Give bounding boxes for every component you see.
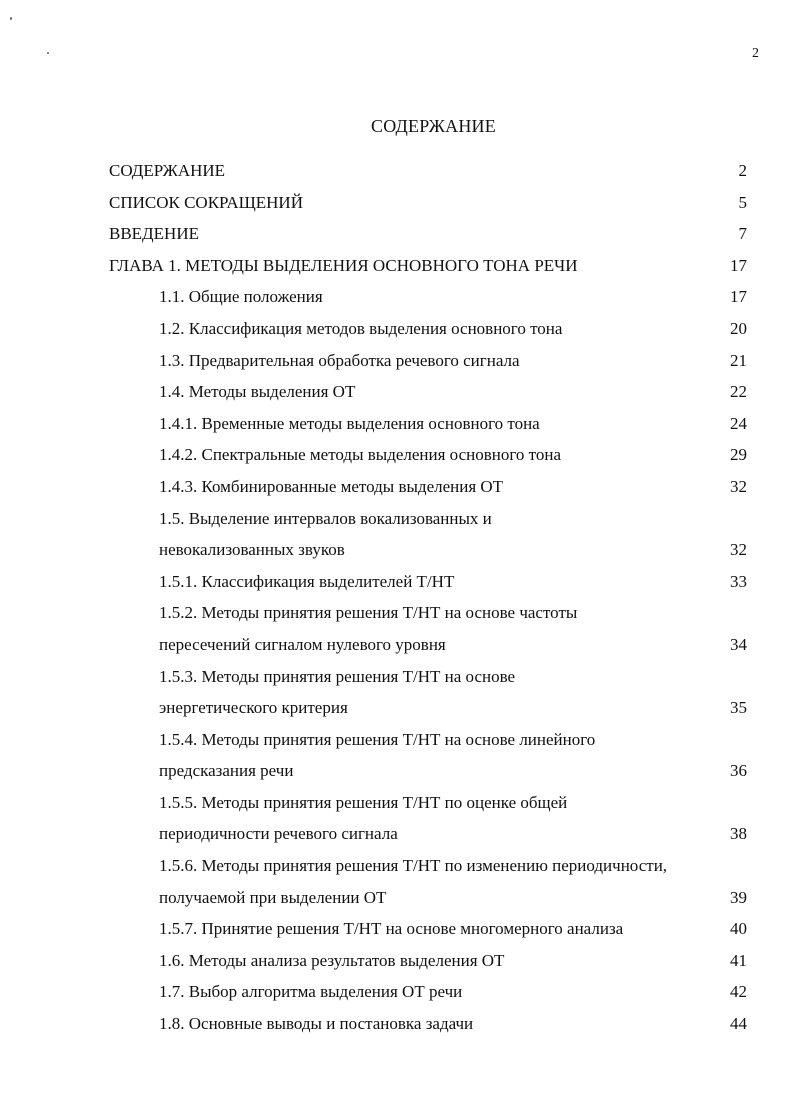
toc-entry-page: 35 [730,698,747,718]
toc-entry [0,439,797,471]
toc-entry-page: 7 [738,224,747,244]
toc-entry [0,850,797,882]
toc-entry-label: ВВЕДЕНИЕ [109,224,199,244]
toc-entry-page: 21 [730,350,747,370]
page-number: 2 [752,46,759,61]
table-of-contents [0,155,797,1040]
toc-entry-label: ГЛАВА 1. МЕТОДЫ ВЫДЕЛЕНИЯ ОСНОВНОГО ТОНА РЕЧИ [109,255,578,275]
toc-entry-page: 36 [730,761,747,781]
toc-entry [0,913,797,945]
toc-entry [0,724,797,756]
toc-entry [0,976,797,1008]
toc-entry-label: 1.1. Общие положения [159,287,323,307]
toc-entry [0,755,797,787]
toc-entry-page: 22 [730,382,747,402]
toc-entry-label: 1.4.1. Временные методы выделения основного тона [159,413,540,433]
toc-entry-label: 1.5.1. Классификация выделителей Т/НТ [159,571,455,591]
toc-entry-page: 39 [730,887,747,907]
toc-entry [0,281,797,313]
toc-entry-page: 17 [730,287,747,307]
toc-entry-page: 32 [730,540,747,560]
toc-entry [0,597,797,629]
toc-entry-page: 5 [738,192,747,212]
toc-entry-label: периодичности речевого сигнала [159,824,398,844]
toc-entry-label: 1.5.3. Методы принятия решения Т/НТ на основе [159,666,516,686]
toc-entry [0,313,797,345]
toc-entry-label: СОДЕРЖАНИЕ [109,161,226,180]
toc-entry-label: 1.5.5. Методы принятия решения Т/НТ по оценке общей [159,792,568,812]
toc-entry-page: 40 [730,919,747,939]
toc-entry [0,345,797,377]
toc-entry [0,471,797,503]
toc-entry [0,503,797,535]
scan-speck [10,17,12,20]
toc-entry-label: 1.8. Основные выводы и постановка задачи [159,1014,474,1034]
toc-entry-label: СПИСОК СОКРАЩЕНИЙ [109,192,303,212]
toc-entry-page: 34 [730,634,747,654]
toc-entry-page: 33 [730,571,747,591]
toc-entry [0,534,797,566]
toc-entry [0,882,797,914]
toc-entry-label: 1.5.6. Методы принятия решения Т/НТ по изменению периодичности, [159,856,668,876]
toc-entry-page: 41 [730,950,747,970]
toc-entry-label: получаемой при выделении ОТ [159,887,387,907]
toc-entry-label: пересечений сигналом нулевого уровня [159,634,446,654]
toc-entry [0,787,797,819]
toc-entry-page: 42 [730,982,747,1002]
toc-entry-label: 1.5.4. Методы принятия решения Т/НТ на основе линейного [159,729,596,749]
toc-entry [0,187,797,219]
page-title: СОДЕРЖАНИЕ [371,116,496,136]
toc-entry [0,661,797,693]
toc-entry-label: 1.3. Предварительная обработка речевого сигнала [159,350,520,370]
toc-entry-label: 1.4. Методы выделения ОТ [159,382,356,402]
toc-entry-label: 1.4.3. Комбинированные методы выделения ОТ [159,476,504,496]
toc-entry-page: 38 [730,824,747,844]
toc-entry-label: 1.5. Выделение интервалов вокализованных и [159,508,492,528]
scan-speck [47,52,49,54]
toc-entry [0,566,797,598]
toc-entry-label: 1.7. Выбор алгоритма выделения ОТ речи [159,982,463,1002]
toc-entry [0,250,797,282]
toc-entry [0,376,797,408]
toc-entry [0,1008,797,1040]
toc-entry-label: 1.4.2. Спектральные методы выделения основного тона [159,445,562,465]
toc-entry-page: 2 [738,161,747,180]
toc-entry [0,692,797,724]
toc-entry [0,408,797,440]
toc-entry-page: 44 [730,1014,747,1034]
toc-entry-label: 1.6. Методы анализа результатов выделения ОТ [159,950,505,970]
toc-entry-label: 1.2. Классификация методов выделения основного тона [159,318,563,338]
toc-entry-label: 1.5.2. Методы принятия решения Т/НТ на основе частоты [159,603,578,623]
toc-entry [0,818,797,850]
toc-entry-label: 1.5.7. Принятие решения Т/НТ на основе многомерного анализа [159,919,624,939]
toc-entry [0,945,797,977]
toc-entry-page: 32 [730,476,747,496]
toc-entry-page: 24 [730,413,747,433]
toc-entry-page: 20 [730,318,747,338]
toc-entry [0,155,797,187]
toc-entry-label: невокализованных звуков [159,540,345,560]
toc-entry [0,218,797,250]
toc-entry-page: 29 [730,445,747,465]
toc-entry-page: 17 [730,255,747,275]
toc-entry-label: энергетического критерия [159,698,348,718]
toc-entry [0,629,797,661]
toc-entry-label: предсказания речи [159,761,294,781]
